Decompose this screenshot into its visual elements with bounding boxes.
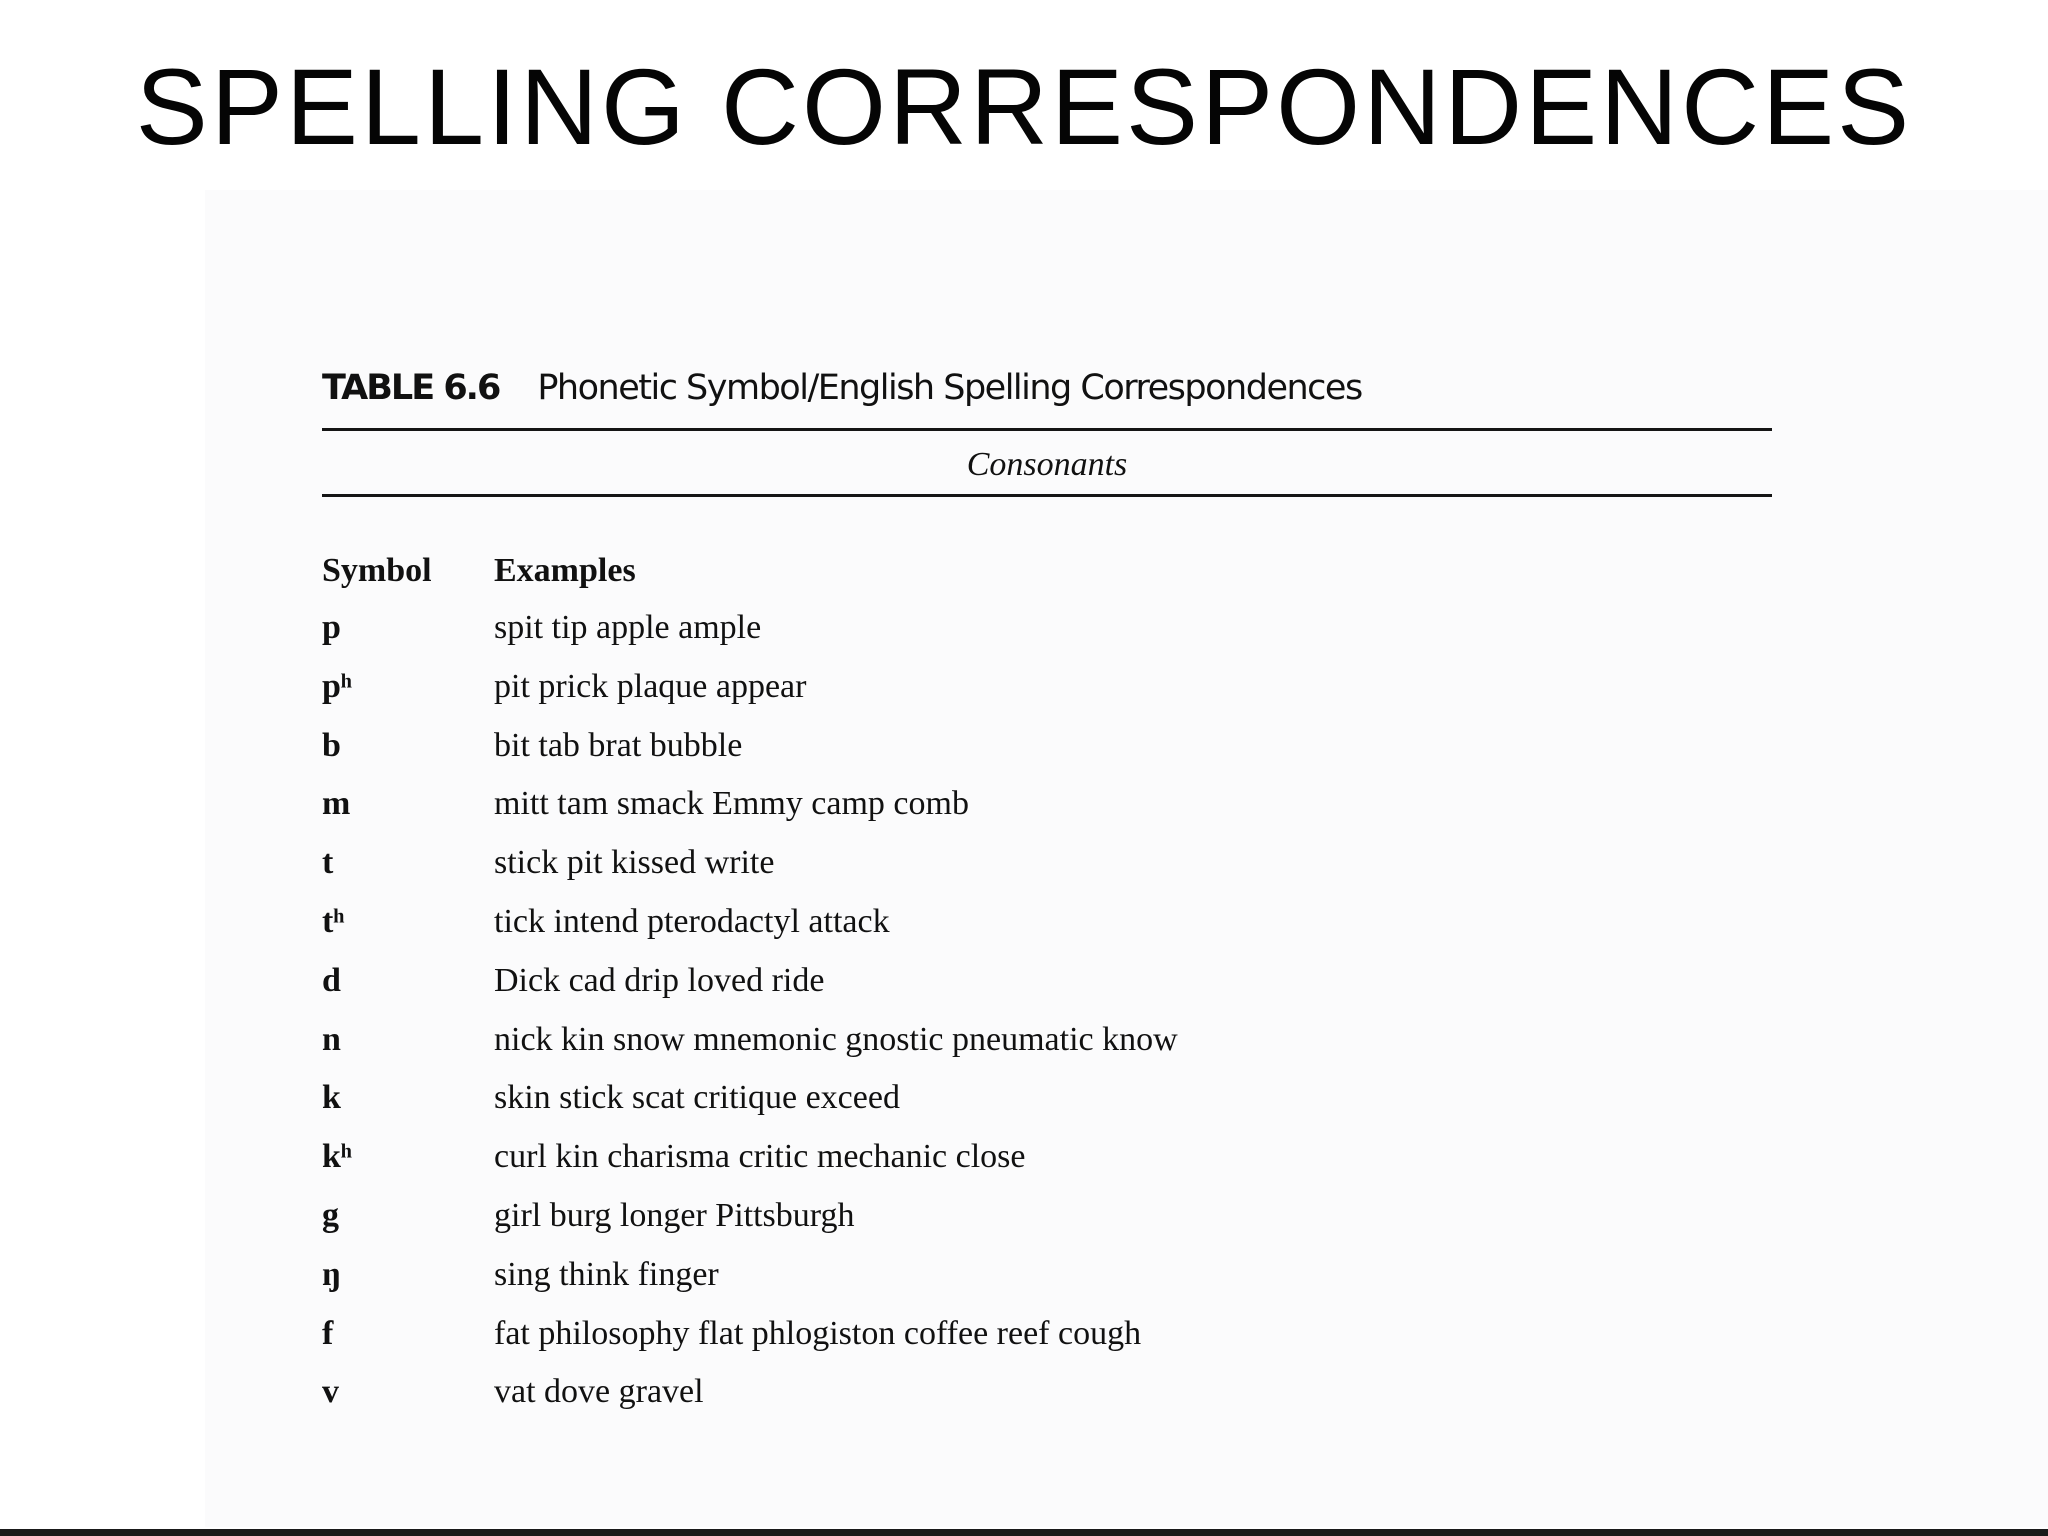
table-row bbox=[322, 1079, 1722, 1131]
table-row bbox=[322, 727, 1722, 779]
column-header-examples: Examples bbox=[494, 552, 636, 589]
table-header-rule bbox=[322, 494, 1772, 497]
spelling-examples: bit tab brat bubble bbox=[494, 727, 743, 764]
phonetic-symbol: n bbox=[322, 1021, 341, 1058]
table-row bbox=[322, 1315, 1722, 1367]
spelling-examples: Dick cad drip loved ride bbox=[494, 962, 825, 999]
spelling-examples: curl kin charisma critic mechanic close bbox=[494, 1138, 1026, 1175]
spelling-examples: fat philosophy flat phlogiston coffee reef cough bbox=[494, 1315, 1142, 1352]
phonetic-symbol: v bbox=[322, 1373, 339, 1410]
table-row bbox=[322, 1021, 1722, 1073]
phonetic-symbol: g bbox=[322, 1197, 339, 1234]
phonetic-symbol: ŋ bbox=[322, 1256, 341, 1293]
phonetic-symbol: b bbox=[322, 727, 341, 764]
spelling-examples: stick pit kissed write bbox=[494, 844, 775, 881]
spelling-examples: vat dove gravel bbox=[494, 1373, 704, 1410]
phonetic-symbol: kʰ bbox=[322, 1138, 352, 1175]
section-heading: Consonants bbox=[966, 446, 1128, 483]
spelling-examples: sing think finger bbox=[494, 1256, 719, 1293]
phonetic-symbol: f bbox=[322, 1315, 334, 1352]
spelling-examples: mitt tam smack Emmy camp comb bbox=[494, 785, 969, 822]
spelling-examples: skin stick scat critique exceed bbox=[494, 1079, 900, 1116]
phonetic-symbol: pʰ bbox=[322, 668, 352, 705]
table-caption bbox=[322, 368, 1362, 408]
table-row bbox=[322, 1197, 1722, 1249]
table-row bbox=[322, 785, 1722, 837]
slide-title: SPELLING CORRESPONDENCES bbox=[135, 46, 1913, 167]
table-caption-text: Phonetic Symbol/English Spelling Correspondences bbox=[537, 368, 1362, 408]
spelling-examples: nick kin snow mnemonic gnostic pneumatic know bbox=[494, 1021, 1178, 1058]
table-row bbox=[322, 844, 1722, 896]
column-header-symbol: Symbol bbox=[322, 552, 432, 589]
phonetic-symbol: p bbox=[322, 609, 341, 646]
phonetic-symbol: m bbox=[322, 785, 351, 822]
phonetic-symbol: t bbox=[322, 844, 334, 881]
table-number: TABLE 6.6 bbox=[322, 368, 500, 408]
phonetic-symbol: tʰ bbox=[322, 903, 345, 940]
table-row bbox=[322, 1138, 1722, 1190]
spelling-examples: tick intend pterodactyl attack bbox=[494, 903, 890, 940]
phonetic-symbol: d bbox=[322, 962, 341, 999]
table-row bbox=[322, 668, 1722, 720]
bottom-border bbox=[0, 1529, 2048, 1536]
spelling-examples: girl burg longer Pittsburgh bbox=[494, 1197, 855, 1234]
table-row bbox=[322, 609, 1722, 661]
table-row bbox=[322, 1373, 1722, 1425]
table-top-rule bbox=[322, 428, 1772, 431]
table-row bbox=[322, 1256, 1722, 1308]
table-row bbox=[322, 962, 1722, 1014]
phonetic-symbol: k bbox=[322, 1079, 341, 1116]
spelling-examples: pit prick plaque appear bbox=[494, 668, 807, 705]
table-row bbox=[322, 903, 1722, 955]
spelling-examples: spit tip apple ample bbox=[494, 609, 762, 646]
